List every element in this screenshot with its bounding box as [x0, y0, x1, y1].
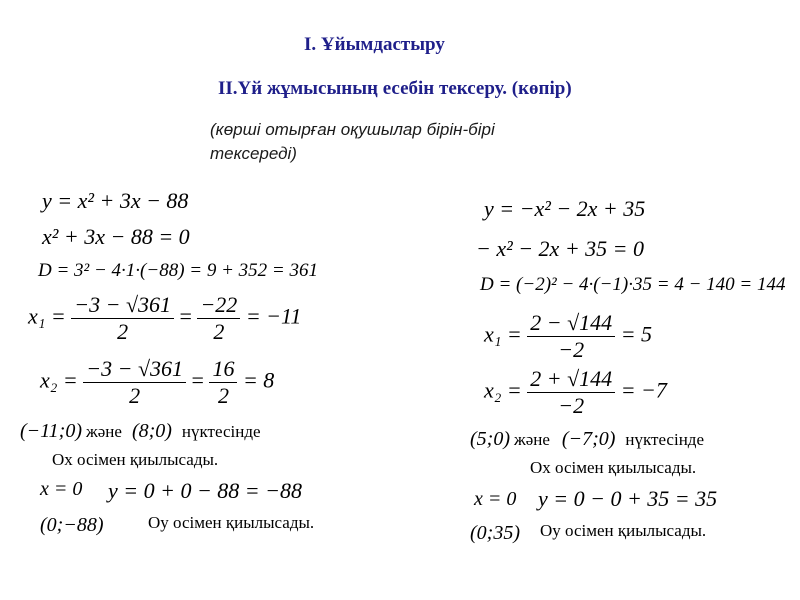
- left-discriminant: D = 3² − 4·1·(−88) = 9 + 352 = 361: [38, 260, 318, 281]
- left-point-3: (0;−88): [40, 514, 104, 536]
- right-x2-label: x₂ =: [484, 377, 522, 403]
- right-x2-result: = −7: [620, 377, 667, 403]
- left-x1-denominator-1: 2: [117, 319, 129, 344]
- right-root-x2: [484, 366, 667, 419]
- left-x1-denominator-2: 2: [213, 319, 225, 344]
- right-x1-label: x₁ =: [484, 321, 522, 347]
- right-oy-text: Оу осімен қиылысады.: [540, 521, 707, 540]
- left-x2-fraction-1: [83, 356, 186, 409]
- left-ox-text: Ох осімен қиылысады.: [52, 450, 219, 469]
- right-point-1: (5;0): [470, 428, 510, 450]
- right-and: және: [513, 430, 550, 449]
- right-ox-text: Ох осімен қиылысады.: [530, 458, 697, 477]
- left-x1-fraction-2: [197, 292, 240, 345]
- right-point-suffix: нүктесінде: [625, 430, 704, 449]
- right-x1-fraction: [527, 310, 615, 363]
- right-equation: − x² − 2x + 35 = 0: [476, 236, 645, 261]
- section-title-2: II.Үй жұмысының есебін тексеру. (көпір): [218, 78, 572, 99]
- right-x1-numerator: 2 − √144: [527, 310, 615, 337]
- left-x2-numerator-2: 16: [209, 356, 237, 383]
- peer-check-note: (көрші отырған оқушылар бірін-бірі тексереді): [210, 120, 495, 163]
- right-point-2: (−7;0): [561, 428, 616, 450]
- left-function: y = x² + 3x − 88: [42, 188, 189, 213]
- left-x1-result: = −11: [245, 303, 302, 329]
- left-oy-text: Оу осімен қиылысады.: [148, 513, 315, 532]
- left-x1-fraction-1: [71, 292, 174, 345]
- left-ox-points: [20, 418, 261, 444]
- right-x2-fraction: [527, 366, 615, 419]
- left-equation: x² + 3x − 88 = 0: [42, 224, 190, 249]
- left-x-zero: x = 0: [40, 478, 83, 500]
- left-x1-label: x₁ =: [28, 303, 66, 329]
- right-x2-numerator: 2 + √144: [527, 366, 615, 393]
- right-x1-result: = 5: [620, 321, 653, 347]
- right-point-3: (0;35): [470, 522, 520, 544]
- left-x1-numerator-2: −22: [197, 292, 240, 319]
- left-x2-denominator-2: 2: [217, 383, 229, 408]
- left-root-x2: x₂ = $\frac{-3 - √361}{2}$ = $\frac{16}{2}$ = 8: [40, 356, 275, 408]
- right-x2-denominator: −2: [558, 393, 585, 418]
- left-point-2: (8;0): [131, 420, 172, 442]
- left-point-suffix: нүктесінде: [181, 422, 261, 441]
- right-x-zero: x = 0: [474, 488, 517, 510]
- left-point-1: (−11;0): [20, 420, 82, 442]
- left-and: және: [86, 422, 122, 441]
- left-x2-denominator-1: 2: [129, 383, 141, 408]
- left-x2-fraction-2: [209, 356, 237, 409]
- right-x1-denominator: −2: [558, 337, 585, 362]
- left-x2-numerator-1: −3 − √361: [83, 356, 186, 383]
- right-function: y = −x² − 2x + 35: [484, 196, 646, 221]
- left-x1-numerator-1: −3 − √361: [71, 292, 174, 319]
- left-y-intercept-calc: y = 0 + 0 − 88 = −88: [108, 478, 302, 503]
- right-discriminant: D = (−2)² − 4·(−1)·35 = 4 − 140 = 144: [480, 274, 786, 295]
- left-root-x1: x₁ = $\frac{-3 - √361}{2}$ = $\frac{-22}{2}$ = −11: [28, 292, 302, 344]
- right-y-intercept-calc: y = 0 − 0 + 35 = 35: [538, 486, 718, 511]
- right-ox-points: [470, 426, 704, 452]
- left-x2-label: x₂ =: [40, 367, 78, 393]
- left-x2-result: = 8: [242, 367, 275, 393]
- right-root-x1: [484, 310, 652, 363]
- section-title-1: I. Ұйымдастыру: [304, 34, 445, 55]
